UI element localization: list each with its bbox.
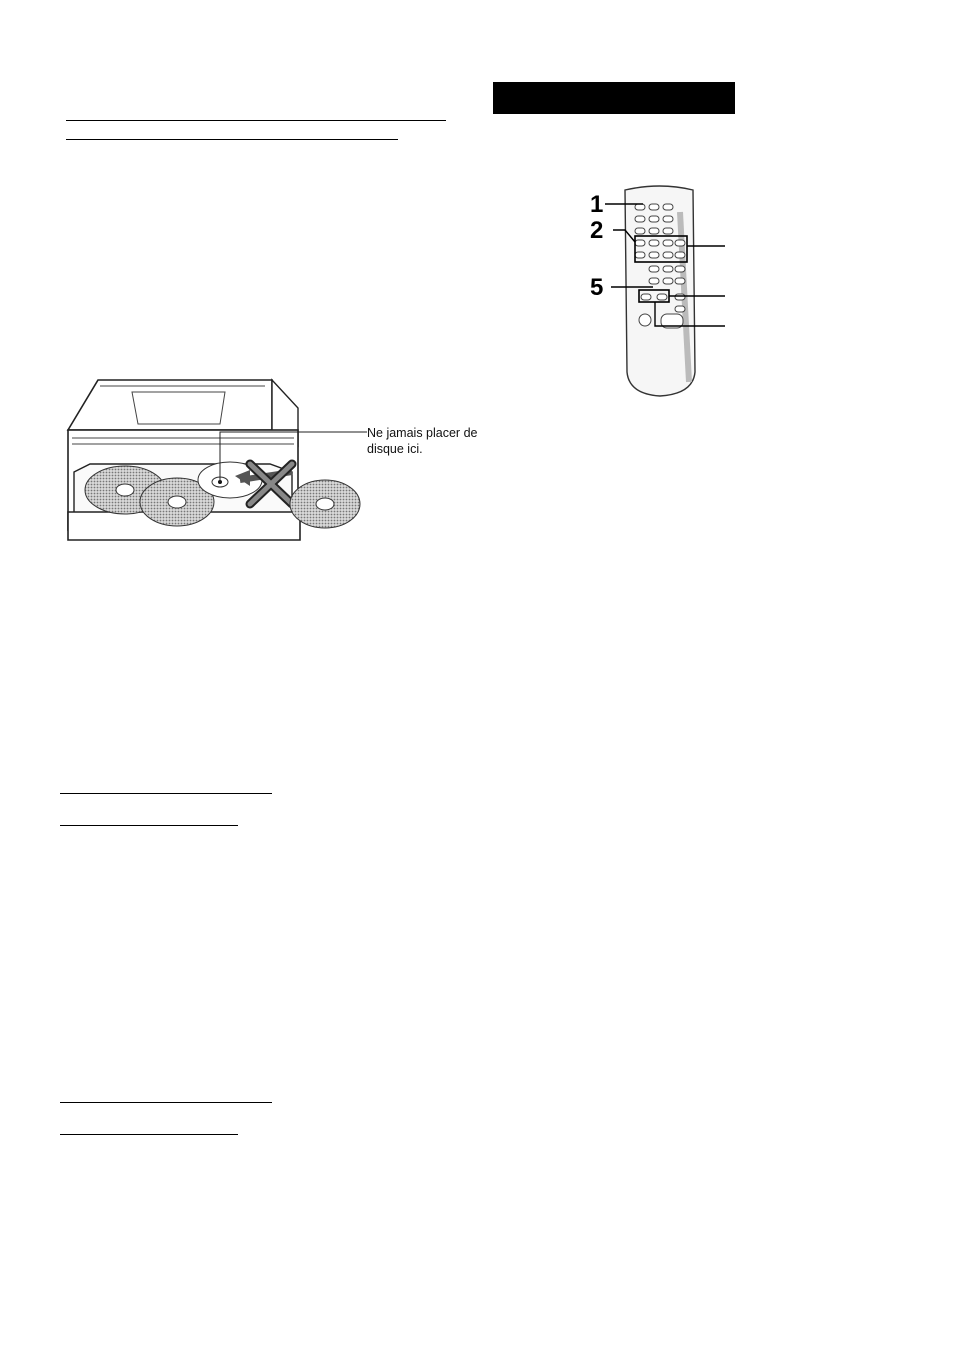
section-header-bar [493,82,735,114]
remote-label-1: 1 [590,191,604,218]
callout-line-2: disque ici. [367,442,423,456]
subheading-rule-4 [60,1134,238,1135]
subheading-rule-3 [60,1102,272,1103]
remote-control-illustration [585,182,725,404]
subheading-rule-2 [60,825,238,826]
heading-rule-2 [66,139,398,140]
remote-label-5: 5 [590,274,604,301]
callout-text [367,425,477,457]
cd-changer-illustration [60,372,430,547]
callout-line-1: Ne jamais placer de [367,426,478,440]
subheading-rule-1 [60,793,272,794]
heading-rule-1 [66,120,446,121]
remote-label-2: 2 [590,217,604,244]
